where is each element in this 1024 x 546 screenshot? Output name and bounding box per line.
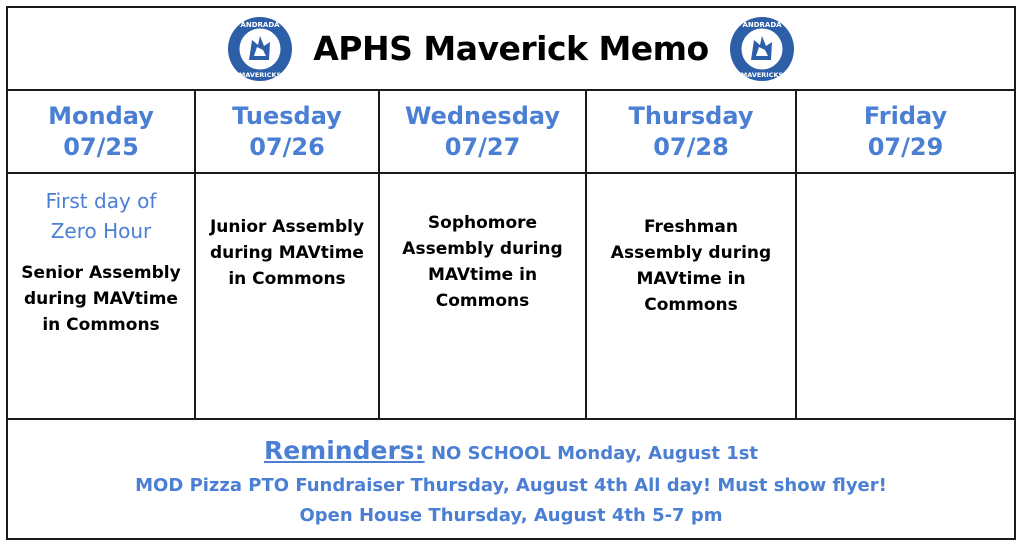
day-body	[380, 174, 585, 324]
day-body	[587, 174, 795, 328]
reminders-label: Reminders:	[263, 436, 425, 465]
reminder-no-school: NO SCHOOL Monday, August 1st	[430, 443, 759, 464]
svg-text:ANDRADA: ANDRADA	[742, 20, 782, 29]
day-name: Wednesday	[404, 101, 560, 130]
day-column-thursday	[585, 91, 795, 418]
day-name: Friday	[863, 101, 948, 130]
day-header	[587, 91, 795, 174]
assembly-note: Freshman Assembly during MAVtime in Commons	[610, 217, 772, 315]
day-date: 07/27	[444, 132, 521, 161]
svg-text:MAVERICKS: MAVERICKS	[239, 70, 282, 79]
reminders-section	[8, 420, 1014, 540]
day-name: Thursday	[628, 101, 754, 130]
page-title: APHS Maverick Memo	[313, 29, 709, 68]
day-date: 07/26	[249, 132, 325, 161]
svg-text:MAVERICKS: MAVERICKS	[740, 70, 783, 79]
day-header	[380, 91, 585, 174]
reminder-line	[8, 434, 1014, 471]
day-header	[797, 91, 1014, 174]
assembly-note: Junior Assembly during MAVtime in Commons	[209, 217, 365, 289]
mavericks-logo-left-icon	[227, 16, 293, 82]
mavericks-logo-right-icon	[729, 16, 795, 82]
reminder-open-house: Open House Thursday, August 4th 5-7 pm	[299, 505, 723, 526]
day-date: 07/28	[653, 132, 729, 161]
day-header	[8, 91, 194, 174]
day-header	[196, 91, 378, 174]
day-body	[797, 174, 1014, 194]
memo-sheet	[6, 6, 1016, 540]
day-column-friday	[795, 91, 1014, 418]
day-date: 07/29	[867, 132, 944, 161]
day-column-monday	[8, 91, 194, 418]
week-grid	[8, 91, 1014, 420]
day-column-tuesday	[194, 91, 378, 418]
day-date: 07/25	[63, 132, 139, 161]
svg-text:ANDRADA: ANDRADA	[240, 20, 280, 29]
reminder-mod-pizza: MOD Pizza PTO Fundraiser Thursday, August 4th All day! Must show flyer!	[135, 475, 887, 496]
header	[8, 8, 1014, 91]
assembly-note: Senior Assembly during MAVtime in Commons	[21, 263, 181, 335]
zero-hour-note: First day of Zero Hour	[45, 189, 157, 243]
day-body	[196, 174, 378, 302]
assembly-note: Sophomore Assembly during MAVtime in Commons	[402, 213, 563, 311]
day-name: Monday	[48, 101, 154, 130]
day-name: Tuesday	[232, 101, 342, 130]
day-column-wednesday	[378, 91, 585, 418]
day-body	[8, 174, 194, 348]
